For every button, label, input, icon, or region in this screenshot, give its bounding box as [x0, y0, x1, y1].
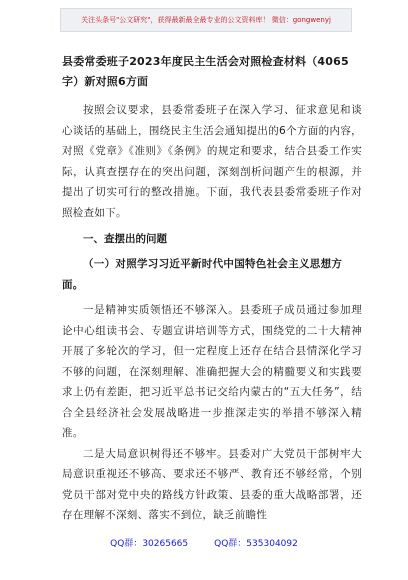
- banner-text: 关注头条号"公文研究"，获得最新最全最专业的公文资料库！ 微信：gongwenyj: [81, 16, 331, 24]
- footer-qq-group-1: QQ群：30265665: [110, 539, 189, 549]
- document-title: 县委常委班子2023年度民主生活会对照检查材料（4065字）新对照6方面: [62, 55, 349, 88]
- paragraph-2: 二是大局意识树得还不够牢。县委对广大党员干部树牢大局意识重视还不够高、要求还不够严、教育还不够经常，个别党员干部对党中央的路线方针政策、县委的重大战略部署，还存在理解不深刻、落实不到位，缺乏前瞻性: [62, 447, 362, 521]
- header-banner: [60, 8, 352, 32]
- document-body: [62, 52, 362, 526]
- footer: [0, 536, 408, 549]
- subsection-heading: （一）对照学习习近平新时代中国特色社会主义思想方面。: [62, 258, 343, 291]
- intro-paragraph: 按照会议要求，县委常委班子在深入学习、征求意见和谈心谈话的基础上，围绕民主生活会通知提出的6个方面的内容，对照《党章》《准则》《条例》的规定和要求，结合县委工作实际，认真查摆存在的突出问题，深刻剖析问题产生的根源，并提出了切实可行的整改措施。下面，我代表县委常委班子作对照检查如下。: [62, 104, 362, 219]
- paragraph-1: 一是精神实质领悟还不够深入。县委班子成员通过参加理论中心组读书会、专题宣讲培训等方式，围绕党的二十大精神开展了多轮次的学习，但一定程度上还存在结合县情深化学习不够的问题，在深刻理解、准确把握大会的精髓要义和实践要求上仍有差距，把习近平总书记交给内蒙古的“五大任务”，结合全县经济社会发展战略进一步推深走实的举措不够深入精准。: [62, 304, 362, 439]
- section-heading: 一、查摆出的问题: [83, 233, 167, 245]
- footer-qq-group-2: QQ群：535304092: [214, 539, 298, 549]
